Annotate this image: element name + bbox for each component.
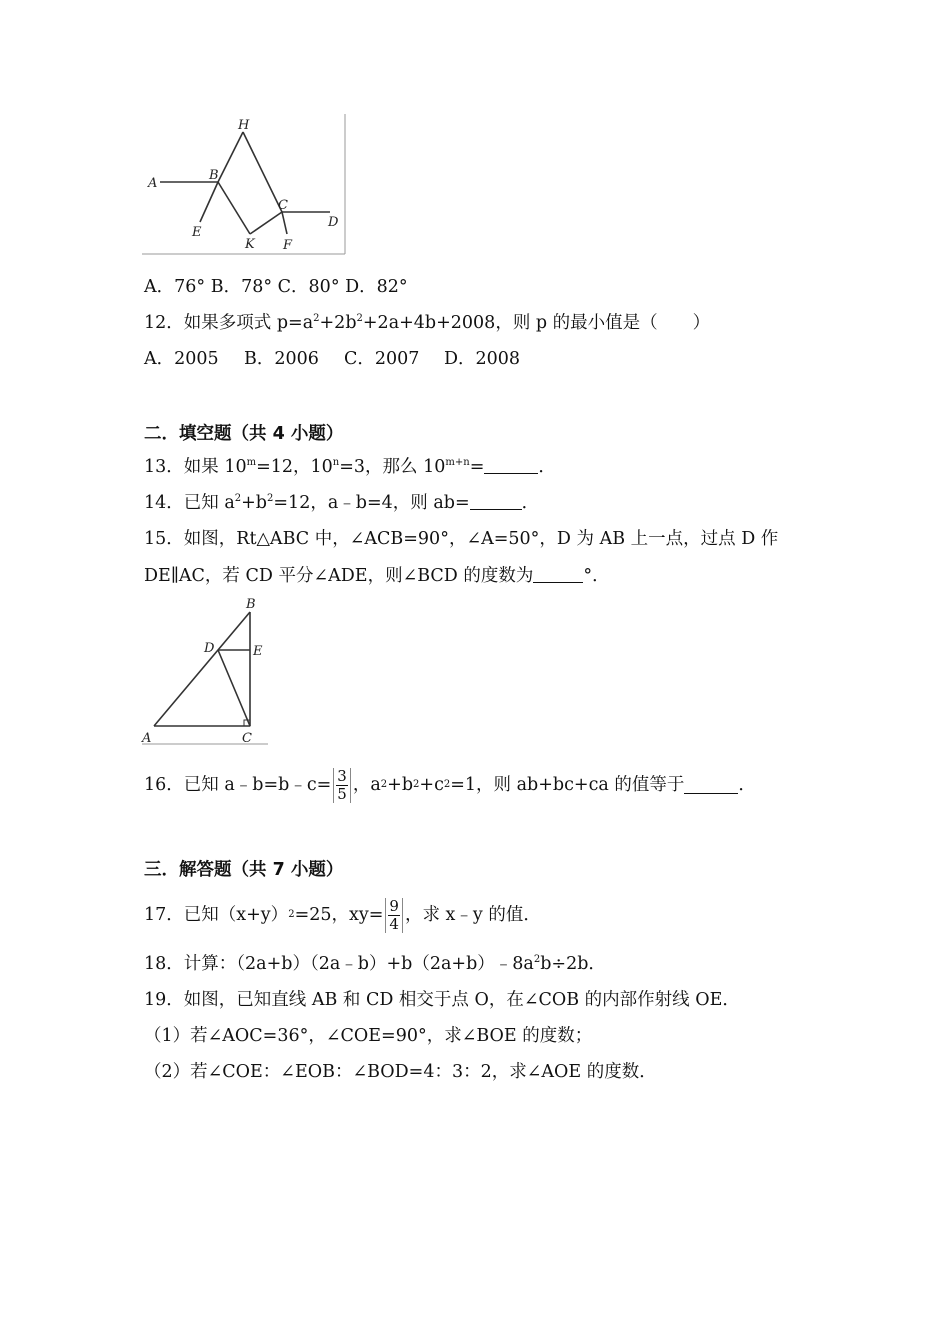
- option-d: D．2008: [444, 349, 521, 369]
- label-B: B: [209, 168, 219, 183]
- q17: 17．已知（x+y） 2 =25，xy= $\frac{9}{4}$ ，求 x﹣y 的值．: [144, 896, 541, 933]
- label-A: A: [142, 731, 152, 746]
- q13: 13．如果 $10^m=12$，$10^n=3$，那么 $10^{m+n}=$ ．: [144, 457, 556, 477]
- q19-line1: 19．如图，已知直线 AB 和 CD 相交于点 O，在∠COB 的内部作射线 OE．: [144, 990, 740, 1010]
- label-D: D: [328, 215, 339, 230]
- label-A: A: [148, 176, 158, 191]
- label-H: H: [238, 118, 250, 133]
- q19-part2: （2）若∠COE：∠EOB：∠BOD=4：3：2，求∠AOE 的度数．: [144, 1062, 657, 1082]
- section-2-title: 二．填空题（共 4 小题）: [144, 424, 344, 444]
- q14: 14．已知 $a^2+b^2=12$，a﹣b=4，则 ab= ．: [144, 493, 540, 513]
- label-D: D: [204, 641, 215, 656]
- fraction-9-4: $\frac{9}{4}$: [385, 898, 403, 933]
- figure-triangle: [140, 594, 270, 746]
- q12-options: [144, 348, 520, 370]
- label-F: F: [283, 238, 293, 253]
- label-E: E: [192, 225, 202, 240]
- label-K: K: [245, 237, 255, 252]
- q18: 18．计算：$(2a+b)(2a﹣b)+b(2a+b)﹣8a^2b\div 2b$．: [144, 954, 606, 974]
- q15-line1: 15．如图，Rt△ABC 中，∠ACB=90°，∠A=50°，D 为 AB 上一点，过点 D 作: [144, 529, 779, 549]
- label-C: C: [278, 198, 288, 213]
- answer-blank[interactable]: [470, 493, 522, 510]
- answer-blank[interactable]: [533, 566, 583, 583]
- q15-line2: DE∥AC，若 CD 平分∠ADE，则∠BCD 的度数为 °．: [144, 566, 610, 586]
- fraction-3-5: $\frac{3}{5}$: [333, 768, 351, 803]
- section-3-title: 三．解答题（共 7 小题）: [144, 860, 344, 880]
- answer-blank[interactable]: [684, 777, 738, 794]
- label-E: E: [253, 644, 263, 659]
- q11-options: A．76° B．78° C．80° D．82°: [144, 277, 408, 297]
- q16: 16．已知 a﹣b=b﹣c= $\frac{3}{5}$ ，a 2 +b 2 +c 2 =1，则 ab+bc+ca 的值等于 ．: [144, 766, 756, 803]
- answer-blank[interactable]: [484, 457, 538, 474]
- label-B: B: [246, 597, 256, 612]
- figure-angles: [140, 112, 350, 258]
- q12: 12．如果多项式 $p=a^2+2b^2+2a+4b+2008$，则 p 的最小值是（ ）: [144, 313, 711, 333]
- option-b: B．2006: [244, 349, 319, 369]
- option-a: A．2005: [144, 349, 219, 369]
- label-C: C: [242, 731, 252, 746]
- option-c: C．2007: [344, 349, 420, 369]
- q19-part1: （1）若∠AOC=36°，∠COE=90°，求∠BOE 的度数；: [144, 1026, 593, 1046]
